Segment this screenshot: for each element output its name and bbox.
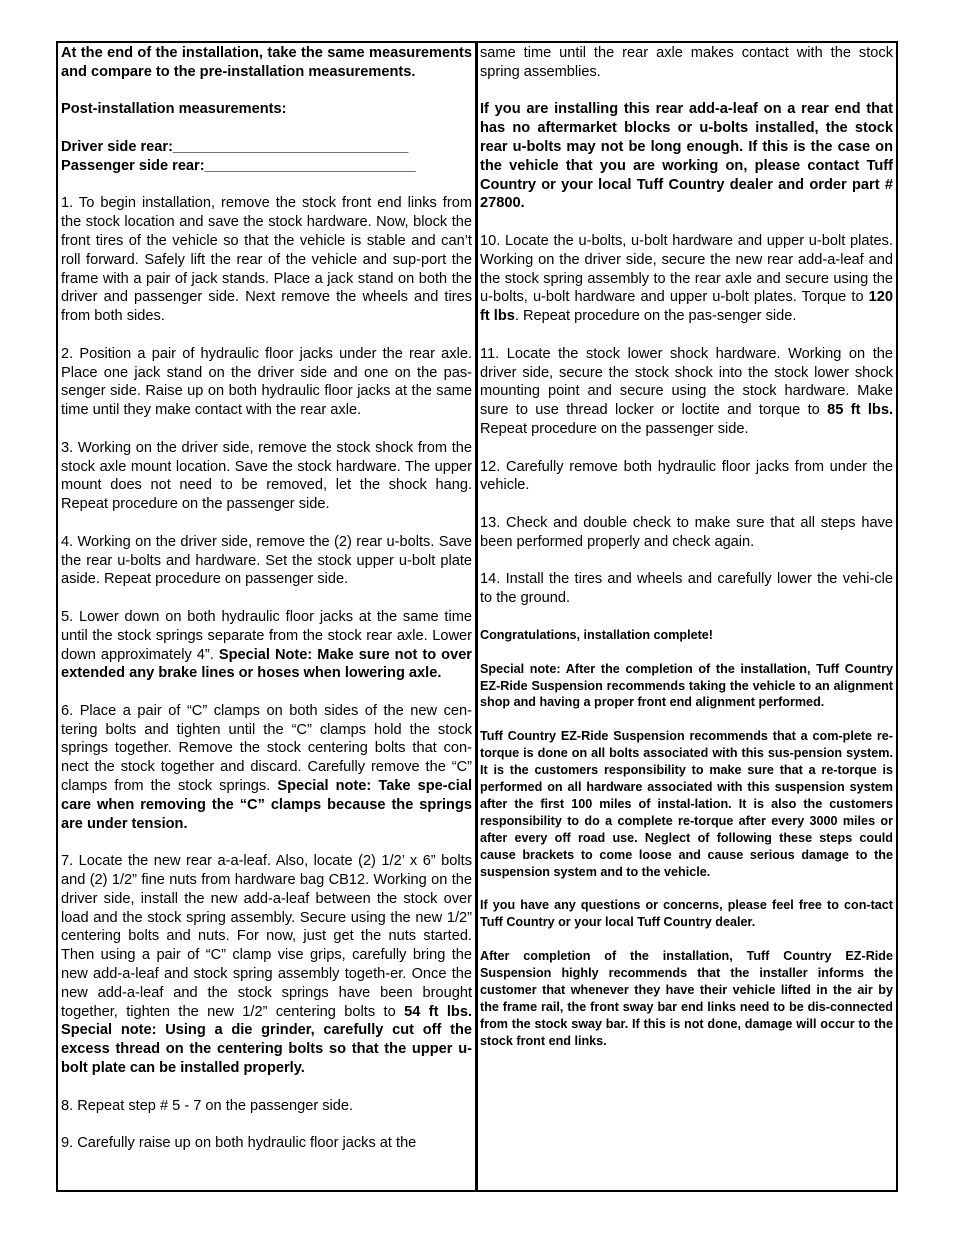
step-7-special-note: 54 ft lbs. Special note: Using a die grinder, carefully cut off the excess thread on the centering bolts so that the upper u-bolt plate can be installed properly. [61, 1003, 472, 1077]
questions-note: If you have any questions or concerns, please feel free to con-tact Tuff Country or your local Tuff Country dealer. [480, 898, 893, 930]
congratulations-text: Congratulations, installation complete! [480, 627, 714, 642]
step-10-torque: 120 ft lbs [480, 289, 893, 325]
step-3: 3. Working on the driver side, remove the stock shock from the stock axle mount location. Save the stock hardware. The upper mount does not need to be removed, let the shock hang. Repeat procedure on the passenger side. [61, 439, 472, 513]
step-10 [480, 232, 893, 326]
step-9-continued: same time until the rear axle makes contact with the stock spring assemblies. [480, 45, 893, 80]
passenger-side-measurement: Passenger side rear:__________________________ [61, 157, 416, 174]
step-5-text: 5. Lower down on both hydraulic floor jacks at the same time until the stock springs separate from the stock rear axle. Lower down approximately 4”. [61, 608, 472, 663]
step-6 [61, 702, 472, 834]
step-4: 4. Working on the driver side, remove the (2) rear u-bolts. Save the rear u-bolts and hardware. Set the stock upper u-bolt plate aside. Repeat procedure on passenger side. [61, 533, 472, 588]
step-6-text: 6. Place a pair of “C” clamps on both sides of the new cen-tering bolts and tighten until the “C” clamps hold the stock springs together. Remove the stock centering bolts that con-nect the stock together and discard. Carefully remove the “C” clamps from the stock springs. [61, 702, 472, 795]
retorque-note: Tuff Country EZ-Ride Suspension recommends that a com-plete re-torque is done on all bolts associated with this sus-pension system. It is the customers responsibility to make sure that a re-torque is performed on all hardware associated with this suspension system after the first 100 miles of instal-lation. It is also the customers responsibility to do a complete re-torque after every 3000 miles or after every off road use. Neglect of following these steps could cause brackets to come loose and cause serious damage to the suspension system and to the vehicle. [480, 729, 893, 879]
step-5-special-note: Special Note: Make sure not to over extended any brake lines or hoses when lowering axle. [61, 646, 472, 682]
step-11-text-end: Repeat procedure on the passenger side. [480, 420, 749, 437]
rear-ubolt-note: If you are installing this rear add-a-leaf on a rear end that has no aftermarket blocks or u-bolts installed, the stock rear u-bolts may not be long enough. If this is the case on the vehicle that you are working on, please contact Tuff Country or your local Tuff Country dealer and order part # 27800. [480, 101, 893, 212]
step-2: 2. Position a pair of hydraulic floor jacks under the rear axle. Place one jack stand on the driver side and one on the pas-senger side. Raise up on both hydraulic floor jacks at the same time until they make contact with the rear axle. [61, 345, 472, 419]
step-11-torque: 85 ft lbs. [827, 402, 893, 419]
step-11 [480, 345, 893, 439]
step-8: 8. Repeat step # 5 - 7 on the passenger side. [61, 1097, 354, 1114]
right-column [476, 41, 898, 1192]
post-install-heading: Post-installation measurements: [61, 101, 287, 118]
step-13: 13. Check and double check to make sure that all steps have been performed properly and check again. [480, 514, 893, 550]
step-7 [61, 852, 472, 1078]
alignment-special-note: Special note: After the completion of the installation, Tuff Country EZ-Ride Suspension recommends taking the vehicle to an alignment shop and having a proper front end alignment performed. [480, 661, 893, 710]
step-10-text: 10. Locate the u-bolts, u-bolt hardware and upper u-bolt plates. Working on the driver side, secure the new rear add-a-leaf and the stock spring assembly to the rear axle and secure using the u-bolts, u-bolt hardware and upper u-bolt plates. Torque to [480, 232, 893, 306]
step-9: 9. Carefully raise up on both hydraulic floor jacks at the [61, 1135, 417, 1152]
step-11-text: 11. Locate the stock lower shock hardware. Working on the driver side, secure the stock shock into the stock lower shock mounting point and secure using the stock hardware. Make sure to use thread locker or loctite and torque to [480, 345, 893, 419]
sway-bar-note: After completion of the installation, Tuff Country EZ-Ride Suspension highly recommends that the installer informs the customer that whenever they have their vehicle lifted in the air by the frame rail, the front sway bar end links need to be dis-connected from the stock sway bar. If this is not done, damage will occur to the stock front end links. [480, 949, 893, 1048]
step-6-special-note: Special note: Take spe-cial care when removing the “C” clamps because the springs are under tension. [61, 778, 473, 832]
driver-side-measurement: Driver side rear:_____________________________ [61, 138, 409, 155]
step-1: 1. To begin installation, remove the stock front end links from the stock location and save the stock hardware. Now, block the front tires of the vehicle so that the vehicle is stable and can’t roll forward. Safely lift the rear of the vehicle and sup-port the frame with a pair of jack stands. Place a jack stand on both the driver and passenger side. Next remove the wheels and tires from both sides. [61, 195, 472, 325]
step-5 [61, 608, 472, 683]
instruction-page [56, 41, 898, 1192]
intro-paragraph: At the end of the installation, take the same measurements and compare to the pre-installation measurements. [61, 45, 472, 80]
step-14: 14. Install the tires and wheels and carefully lower the vehi-cle to the ground. [480, 571, 893, 607]
step-7-text: 7. Locate the new rear a-a-leaf. Also, locate (2) 1/2’ x 6” bolts and (2) 1/2” fine nuts from hardware bag CB12. Working on the driver side, install the new add-a-leaf between the stock over load and the stock spring assembly. Secure using the new 1/2” centering bolts and nuts. For now, just get the nuts started. Then using a pair of “C” clamp vise grips, carefully bring the new add-a-leaf and stock spring assembly togeth-er. Once the new add-a-leaf and the stock springs have been brought together, tighten the new 1/2” centering bolts to [61, 853, 472, 1020]
step-12: 12. Carefully remove both hydraulic floor jacks from under the vehicle. [480, 458, 893, 494]
step-10-text-end: . Repeat procedure on the pas-senger side. [514, 308, 797, 325]
left-column [56, 41, 478, 1192]
